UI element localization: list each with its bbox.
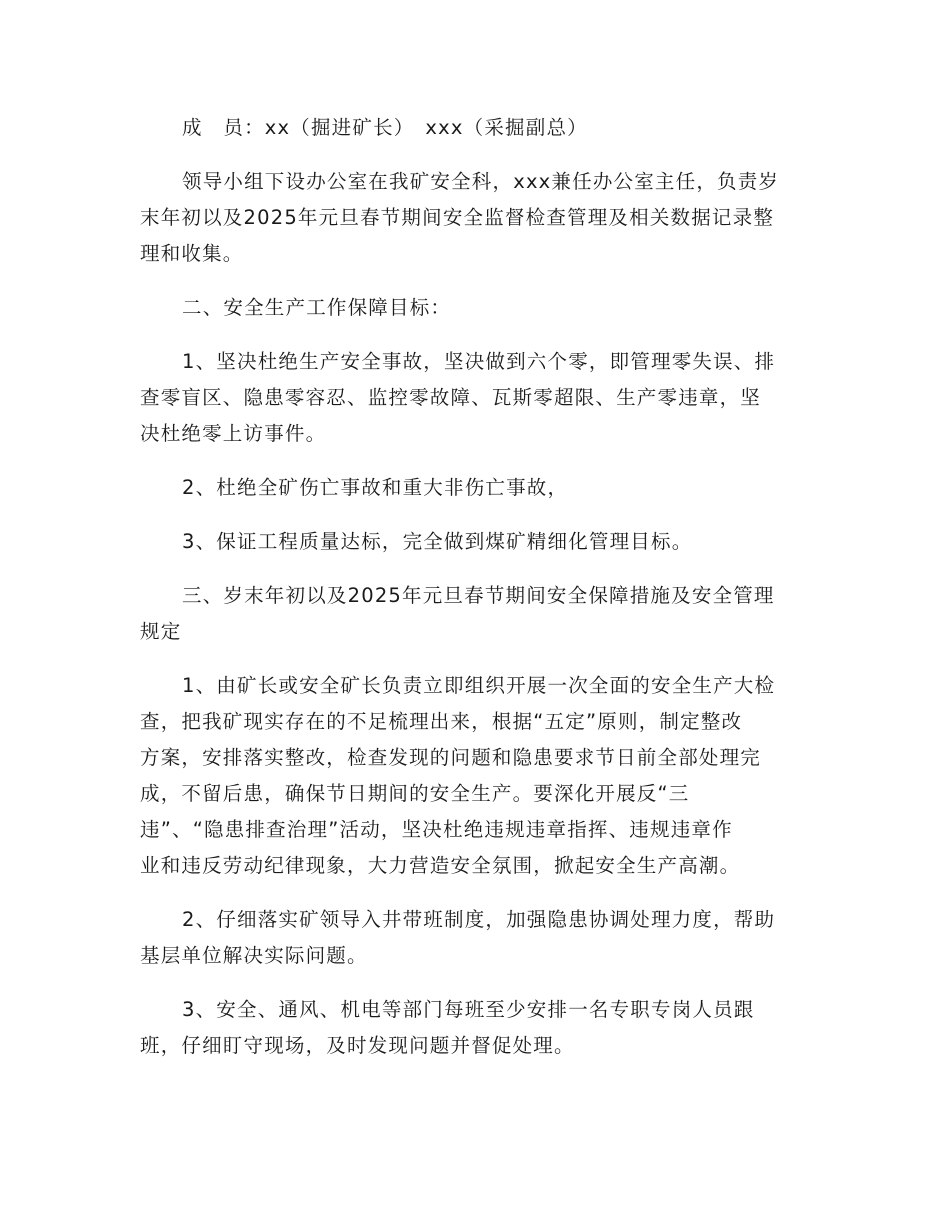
text-line: 理和收集。 [140,242,244,265]
text-line: 班，仔细盯守现场，及时发现问题并督促处理。 [140,1034,575,1057]
section-heading-3 [140,578,810,650]
text-line: 2、杜绝全矿伤亡事故和重大非伤亡事故， [182,476,569,499]
paragraph-members [140,110,810,146]
paragraph-goal-3 [140,524,810,560]
text-line: 决杜绝零上访事件。 [140,422,327,445]
text-line: 规定 [140,620,182,643]
paragraph-goal-1 [140,344,810,452]
text-line: 查零盲区、隐患零容忍、监控零故障、瓦斯零超限、生产零违章，坚 [140,386,762,409]
text-line: 三、岁末年初以及2025年元旦春节期间安全保障措施及安全管理 [182,584,775,607]
text-line: 二、安全生产工作保障目标： [182,296,452,319]
paragraph-measure-1 [140,668,810,884]
text-line: 3、保证工程质量达标，完全做到煤矿精细化管理目标。 [182,530,693,553]
text-line: 1、由矿长或安全矿长负责立即组织开展一次全面的安全生产大检 [182,674,776,697]
text-line: 基层单位解决实际问题。 [140,944,368,967]
text-line: 末年初以及2025年元旦春节期间安全监督检查管理及相关数据记录整 [140,206,775,229]
paragraph-goal-2 [140,470,810,506]
text-line: 违”、“隐患排查治理”活动，坚决杜绝违规违章指挥、违规违章作 [140,818,733,841]
document-body [140,110,810,1064]
paragraph-measure-2 [140,902,810,974]
section-heading-2 [140,290,810,326]
text-line: 查，把我矿现实存在的不足梳理出来，根据“五定”原则，制定整改 [140,710,743,733]
text-line: 成，不留后患，确保节日期间的安全生产。要深化开展反“三 [140,782,690,805]
paragraph-measure-3 [140,992,810,1064]
text-line: 方案，安排落实整改，检查发现的问题和隐患要求节日前全部处理完 [140,746,762,769]
text-line: 成 员：xx（掘进矿长） xxx（采掘副总） [182,116,588,139]
text-line: 领导小组下设办公室在我矿安全科，xxx兼任办公室主任，负责岁 [182,170,780,193]
text-line: 2、仔细落实矿领导入井带班制度，加强隐患协调处理力度，帮助 [182,908,776,931]
text-line: 3、安全、通风、机电等部门每班至少安排一名专职专岗人员跟 [182,998,755,1021]
text-line: 1、坚决杜绝生产安全事故，坚决做到六个零，即管理零失误、排 [182,350,776,373]
text-line: 业和违反劳动纪律现象，大力营造安全氛围，掀起安全生产高潮。 [140,854,741,877]
paragraph-office [140,164,810,272]
